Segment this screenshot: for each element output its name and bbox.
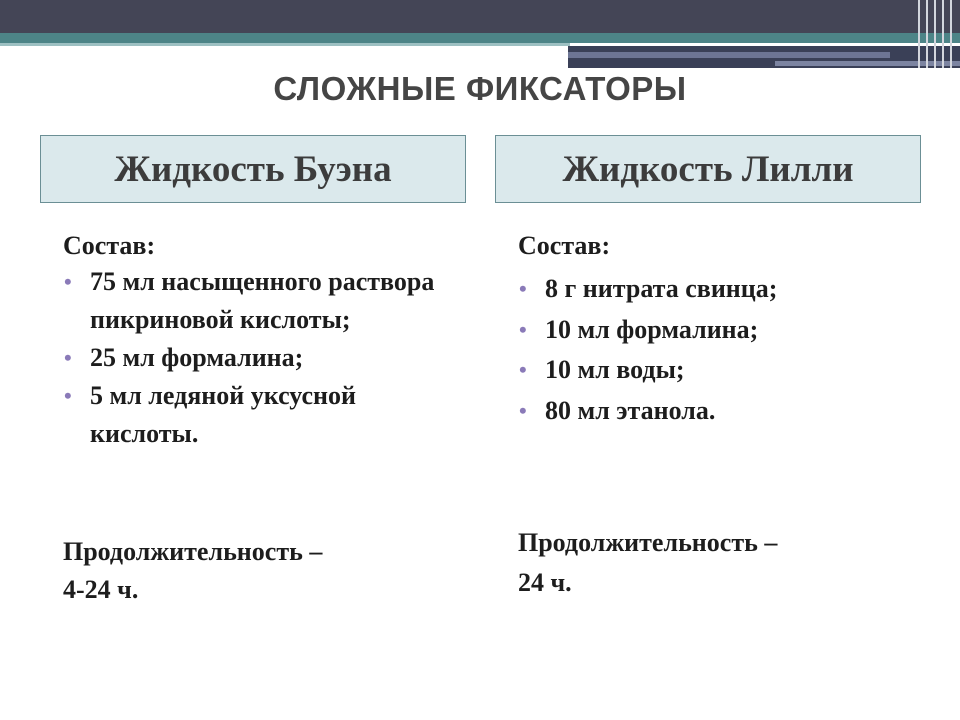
list-item [518,391,918,432]
list-item [63,263,443,339]
composition-label: Состав: [63,231,156,260]
duration-label: Продолжительность – [63,537,323,566]
header-lilly: Жидкость Лилли [495,135,921,203]
column-lilly [518,229,918,431]
bullet-icon: • [64,345,72,370]
top-navy-inner-band [568,52,890,58]
slide-title: СЛОЖНЫЕ ФИКСАТОРЫ [273,70,687,107]
bullet-icon: • [519,316,527,342]
bullet-icon: • [64,269,72,294]
list-item-text: 8 г нитрата свинца; [545,274,778,303]
top-teal-band [0,33,960,43]
header-buen: Жидкость Буэна [40,135,466,203]
top-dark-band [0,0,960,33]
bullet-icon: • [519,357,527,382]
list-item-text: 10 мл формалина; [545,314,759,344]
duration-value: 24 ч. [518,568,572,597]
corner-stripes [914,0,960,68]
bullet-icon: • [519,397,527,423]
list-item [63,339,443,377]
list-item-text: 5 мл ледяной уксусной кислоты. [90,381,356,448]
composition-label: Состав: [518,231,611,260]
duration-lilly [518,523,777,603]
list-item [518,310,918,351]
bullet-icon: • [64,383,72,408]
duration-buen [63,533,322,609]
list-item [518,350,918,391]
column-buen [63,229,443,453]
composition-list [63,263,443,453]
composition-list [518,269,918,431]
list-item [63,377,443,453]
duration-label: Продолжительность – [518,528,778,557]
bullet-icon: • [519,276,527,301]
duration-value: 4-24 ч. [63,575,139,604]
list-item-text: 75 мл насыщенного раствора пикриновой кислоты; [90,267,435,334]
list-item [518,269,918,310]
list-item-text: 80 мл этанола. [545,395,716,425]
list-item-text: 10 мл воды; [545,355,685,384]
list-item-text: 25 мл формалина; [90,343,304,372]
top-teal-light-band [0,43,570,46]
